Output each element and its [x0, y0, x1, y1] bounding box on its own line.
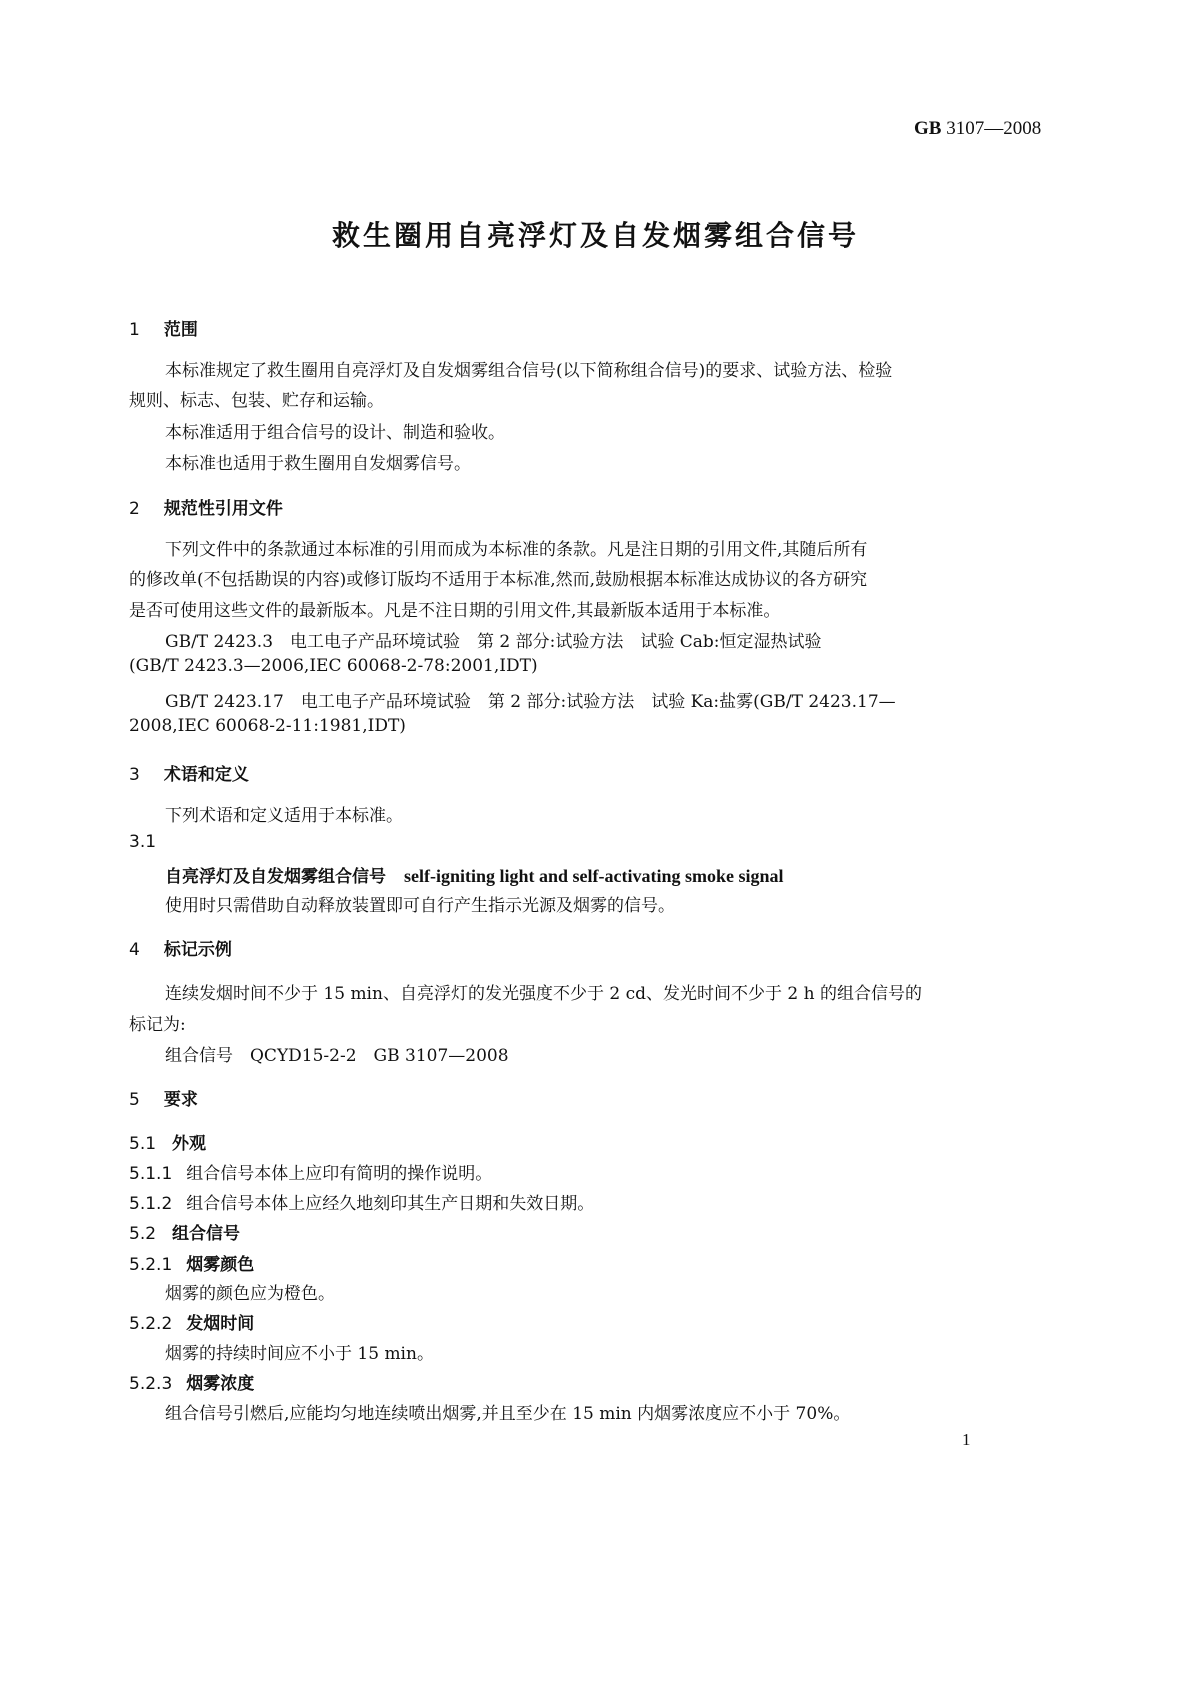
section-4-title: 标记示例 — [163, 940, 232, 960]
s3-1-term-cn: 自亮浮灯及自发烟雾组合信号 — [165, 867, 386, 887]
section-2-heading — [129, 494, 283, 519]
s3-1-definition: 使用时只需借助自动释放装置即可自行产生指示光源及烟雾的信号。 — [165, 896, 675, 916]
s3-1-number: 3.1 — [129, 832, 157, 852]
s4-line-2: 标记为: — [129, 1015, 186, 1035]
section-1-number: 1 — [129, 320, 140, 340]
s5-1-1-text: 组合信号本体上应印有简明的操作说明。 — [186, 1164, 493, 1184]
s2-ref-1-line-2: (GB/T 2423.3—2006,IEC 60068-2-78:2001,IDT) — [129, 656, 538, 676]
s5-1-2 — [129, 1189, 594, 1214]
s2-ref-2-line-2: 2008,IEC 60068-2-11:1981,IDT) — [129, 716, 406, 736]
s5-2-1-heading — [129, 1250, 254, 1275]
s5-1-1-number: 5.1.1 — [129, 1164, 173, 1184]
section-2-title: 规范性引用文件 — [163, 499, 283, 519]
standard-code-number: 3107—2008 — [941, 118, 1042, 139]
section-5-title: 要求 — [163, 1090, 198, 1110]
section-5-heading — [129, 1085, 198, 1110]
standard-code-prefix: GB — [914, 118, 942, 139]
s2-ref-2-line-1: GB/T 2423.17 电工电子产品环境试验 第 2 部分:试验方法 试验 Ka:盐雾(GB/T 2423.17— — [165, 692, 896, 712]
section-1-heading — [129, 315, 198, 340]
s5-2-3-text: 组合信号引燃后,应能均匀地连续喷出烟雾,并且至少在 15 min 内烟雾浓度应不小于 70%。 — [165, 1404, 851, 1424]
s2-ref-1-line-1: GB/T 2423.3 电工电子产品环境试验 第 2 部分:试验方法 试验 Cab:恒定湿热试验 — [165, 632, 822, 652]
s5-2-2-text: 烟雾的持续时间应不小于 15 min。 — [165, 1344, 434, 1364]
section-4-number: 4 — [129, 940, 140, 960]
s3-line-1: 下列术语和定义适用于本标准。 — [165, 806, 403, 826]
s5-1-heading — [129, 1129, 206, 1154]
page-number: 1 — [962, 1430, 971, 1449]
s5-2-1-title: 烟雾颜色 — [186, 1255, 255, 1275]
section-1-title: 范围 — [163, 320, 198, 340]
s2-line-3: 是否可使用这些文件的最新版本。凡是不注日期的引用文件,其最新版本适用于本标准。 — [129, 601, 781, 621]
section-3-heading — [129, 760, 249, 785]
section-5-number: 5 — [129, 1090, 140, 1110]
s4-line-1: 连续发烟时间不少于 15 min、自亮浮灯的发光强度不少于 2 cd、发光时间不少于 2 h 的组合信号的 — [165, 984, 922, 1004]
s5-2-2-title: 发烟时间 — [186, 1314, 255, 1334]
s5-2-2-heading — [129, 1309, 254, 1334]
s3-1-term-en: self-igniting light and self-activating smoke signal — [404, 866, 784, 886]
s1-line-4: 本标准也适用于救生圈用自发烟雾信号。 — [165, 454, 471, 474]
s5-2-number: 5.2 — [129, 1224, 157, 1244]
s5-2-2-number: 5.2.2 — [129, 1314, 173, 1334]
s5-1-2-text: 组合信号本体上应经久地刻印其生产日期和失效日期。 — [186, 1194, 595, 1214]
s5-2-3-title: 烟雾浓度 — [186, 1374, 255, 1394]
section-3-title: 术语和定义 — [163, 765, 249, 785]
section-2-number: 2 — [129, 499, 140, 519]
s2-line-2: 的修改单(不包括勘误的内容)或修订版均不适用于本标准,然而,鼓励根据本标准达成协议的各方研究 — [129, 570, 868, 590]
s5-2-heading — [129, 1219, 240, 1244]
s3-1-term — [165, 862, 784, 887]
s5-2-3-heading — [129, 1369, 254, 1394]
standard-code — [914, 118, 1041, 140]
s4-line-3: 组合信号 QCYD15-2-2 GB 3107—2008 — [165, 1046, 509, 1066]
document-title: 救生圈用自亮浮灯及自发烟雾组合信号 — [331, 219, 859, 252]
s1-line-3: 本标准适用于组合信号的设计、制造和验收。 — [165, 423, 505, 443]
s5-1-number: 5.1 — [129, 1134, 157, 1154]
s5-1-1 — [129, 1159, 492, 1184]
s5-1-2-number: 5.1.2 — [129, 1194, 173, 1214]
s1-line-2: 规则、标志、包装、贮存和运输。 — [129, 391, 384, 411]
s5-2-1-number: 5.2.1 — [129, 1255, 173, 1275]
s5-1-title: 外观 — [172, 1134, 207, 1154]
section-4-heading — [129, 935, 232, 960]
s5-2-title: 组合信号 — [172, 1224, 241, 1244]
section-3-number: 3 — [129, 765, 140, 785]
s2-line-1: 下列文件中的条款通过本标准的引用而成为本标准的条款。凡是注日期的引用文件,其随后所有 — [165, 540, 868, 560]
s1-line-1: 本标准规定了救生圈用自亮浮灯及自发烟雾组合信号(以下简称组合信号)的要求、试验方法、检验 — [165, 361, 893, 381]
s5-2-3-number: 5.2.3 — [129, 1374, 173, 1394]
s5-2-1-text: 烟雾的颜色应为橙色。 — [165, 1284, 335, 1304]
